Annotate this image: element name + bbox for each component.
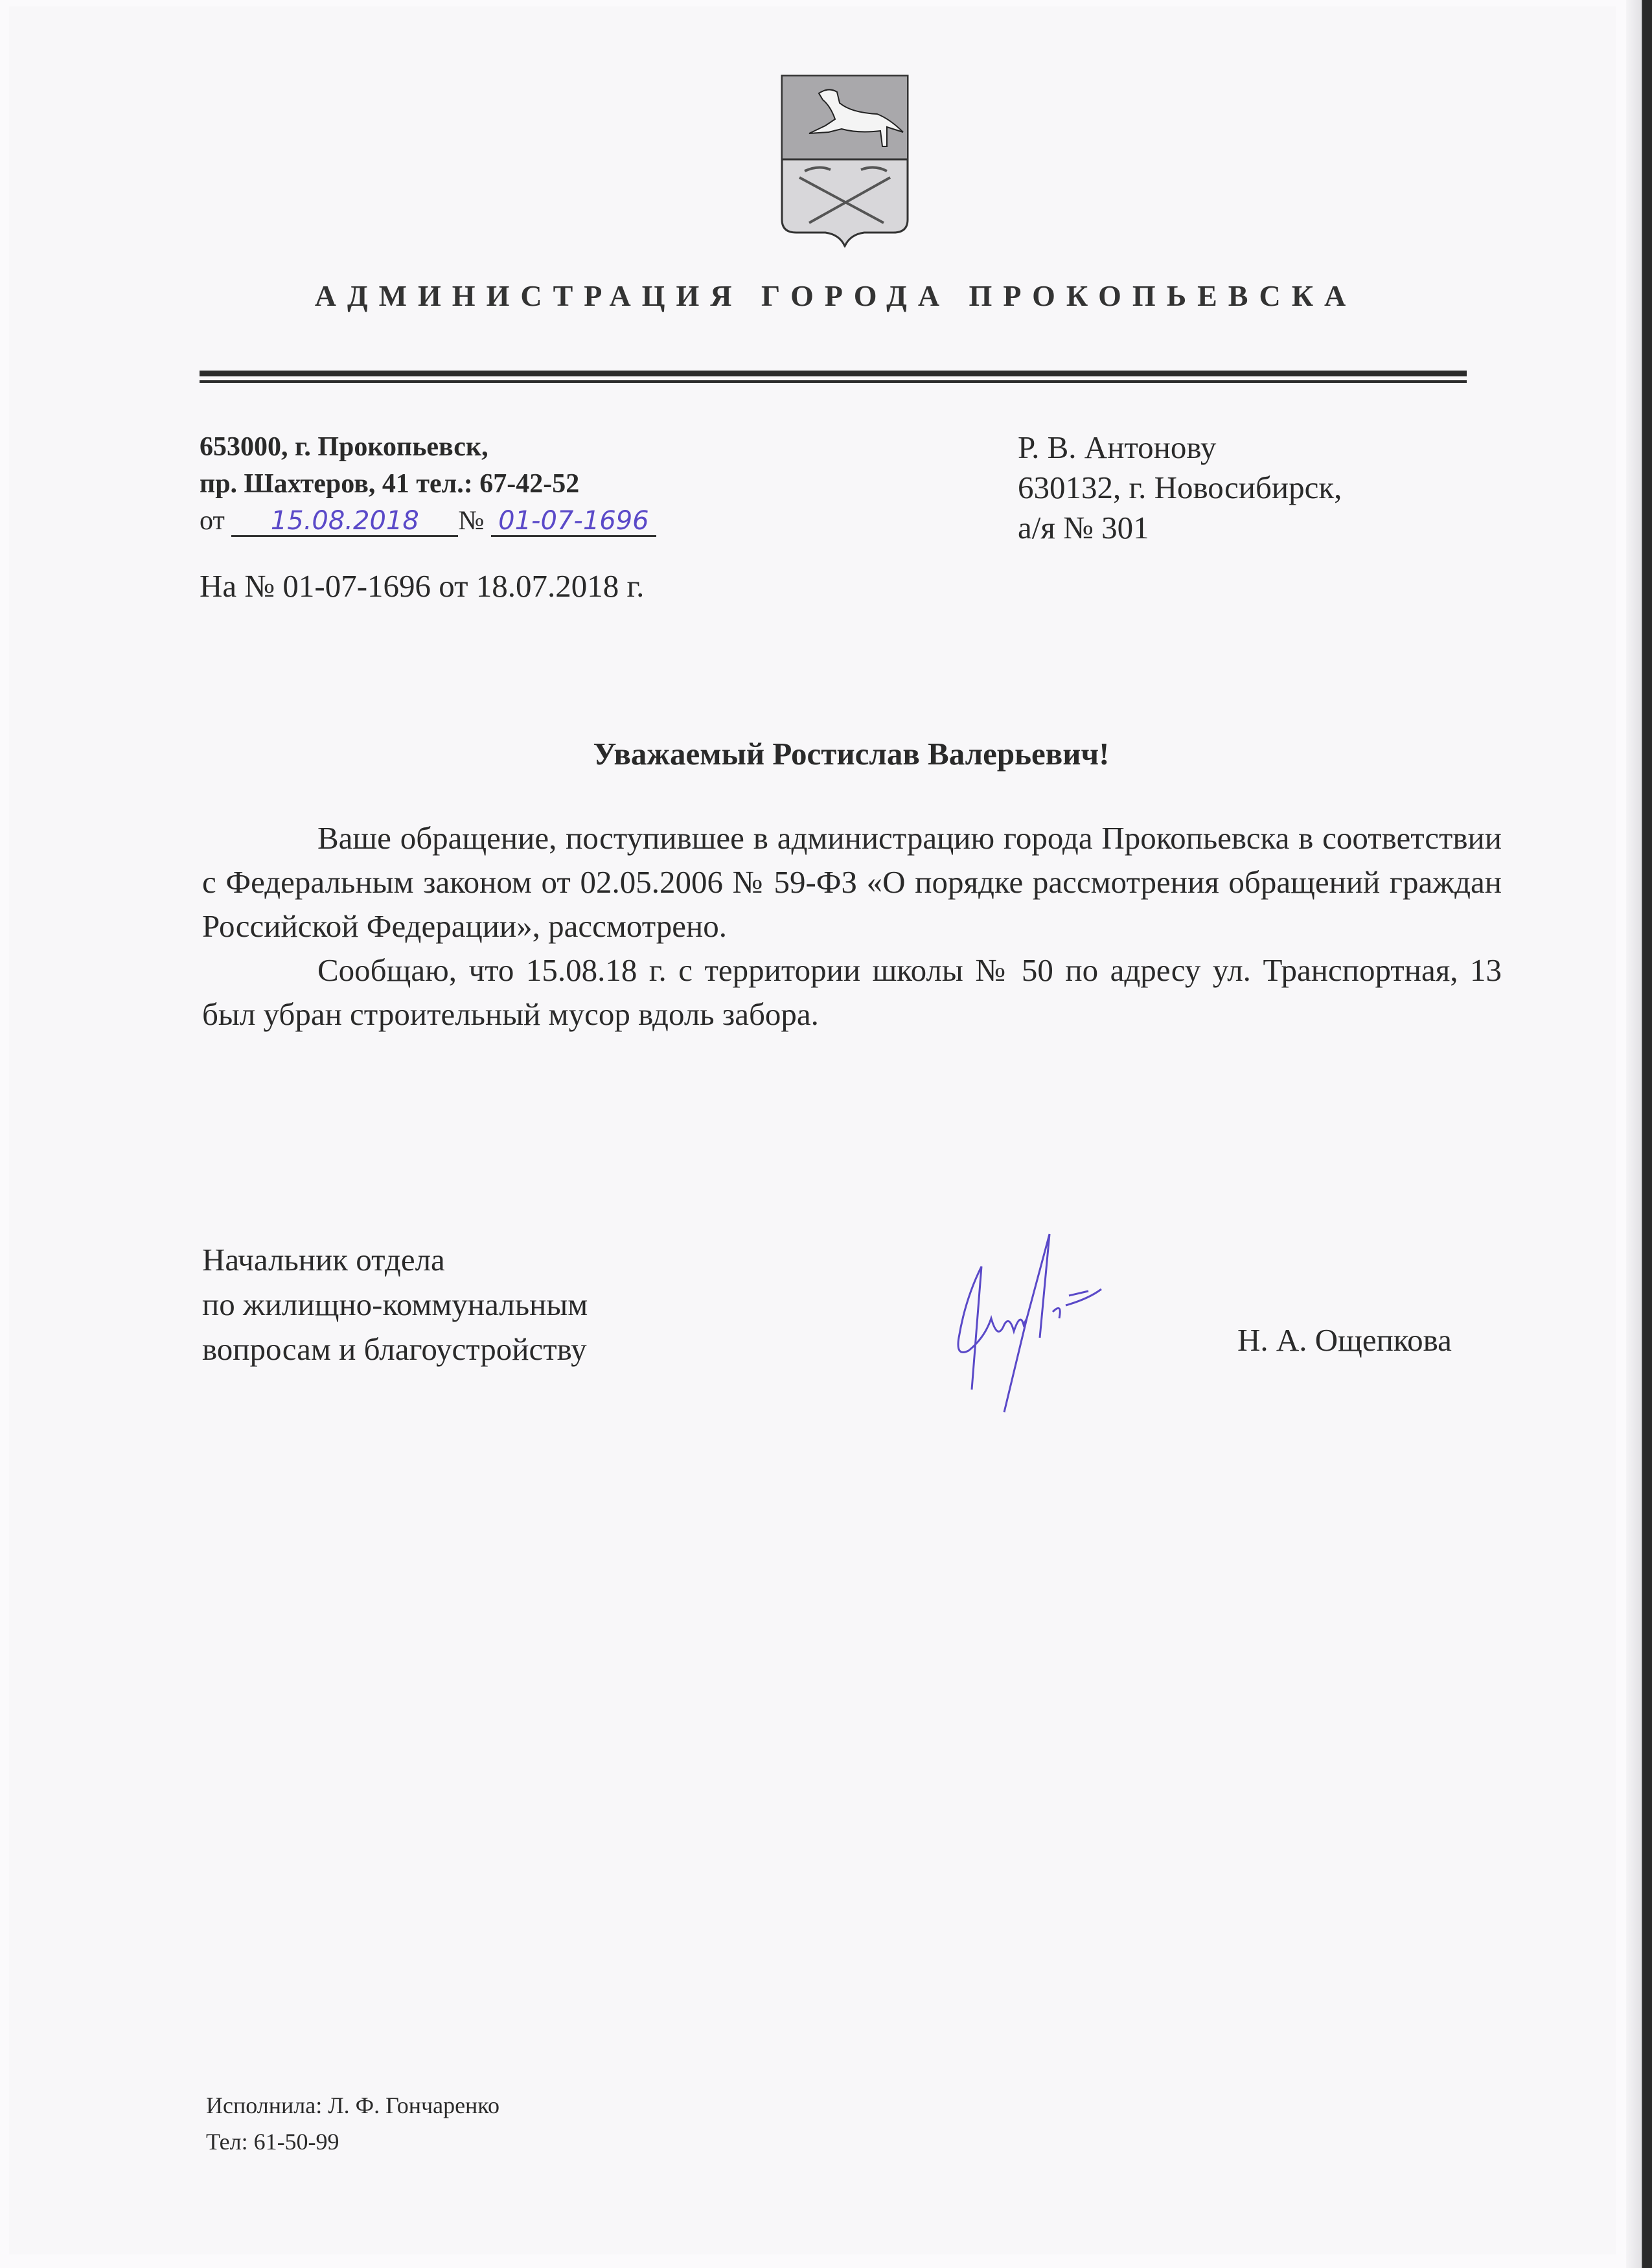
organization-title: АДМИНИСТРАЦИЯ ГОРОДА ПРОКОПЬЕВСКА xyxy=(314,279,1357,312)
outgoing-date: 15.08.2018 xyxy=(231,507,458,537)
signatory-name: Н. А. Ощепкова xyxy=(1237,1322,1452,1358)
signatory-position xyxy=(202,1237,588,1371)
position-line: вопросам и благоустройству xyxy=(202,1331,587,1367)
body-paragraph: Сообщаю, что 15.08.18 г. с территории школы № 50 по адресу ул. Транспортная, 13 был убран строительный мусор вдоль забора. xyxy=(202,952,1502,1032)
body-paragraph: Ваше обращение, поступившее в администрацию города Прокопьевска в соответствии с Федеральным законом от 02.05.2006 № 59-ФЗ «О порядке рассмотрения обращений граждан Российской Федерации», рассмотрено. xyxy=(202,820,1502,944)
position-line: Начальник отдела xyxy=(202,1242,445,1277)
header-rule-thick xyxy=(200,371,1467,376)
position-line: по жилищно-коммунальным xyxy=(202,1287,588,1322)
recipient-city: 630132, г. Новосибирск, xyxy=(1018,470,1342,505)
recipient-name: Р. В. Антонову xyxy=(1018,430,1217,465)
address-line-2: пр. Шахтеров, 41 тел.: 67-42-52 xyxy=(200,469,580,499)
handwritten-signature-icon xyxy=(894,1228,1153,1415)
executor-phone: Тел: 61-50-99 xyxy=(206,2129,339,2155)
number-prefix: № xyxy=(458,506,485,536)
header-rule-thin xyxy=(200,380,1467,383)
recipient-block xyxy=(1018,428,1342,548)
executor-name: Исполнила: Л. Ф. Гончаренко xyxy=(206,2092,499,2118)
reply-reference: На № 01-07-1696 от 18.07.2018 г. xyxy=(200,568,645,604)
letter-page xyxy=(9,6,1616,2254)
outgoing-number: 01-07-1696 xyxy=(491,507,656,537)
coat-of-arms-icon xyxy=(780,74,910,247)
executor-info xyxy=(206,2087,499,2160)
date-prefix: от xyxy=(200,506,225,536)
greeting: Уважаемый Ростислав Валерьевич! xyxy=(593,736,1110,772)
recipient-box: а/я № 301 xyxy=(1018,510,1149,545)
scan-edge xyxy=(1626,0,1652,2268)
address-line-1: 653000, г. Прокопьевск, xyxy=(200,432,488,462)
letter-body xyxy=(202,816,1502,1037)
sender-address xyxy=(200,429,656,540)
